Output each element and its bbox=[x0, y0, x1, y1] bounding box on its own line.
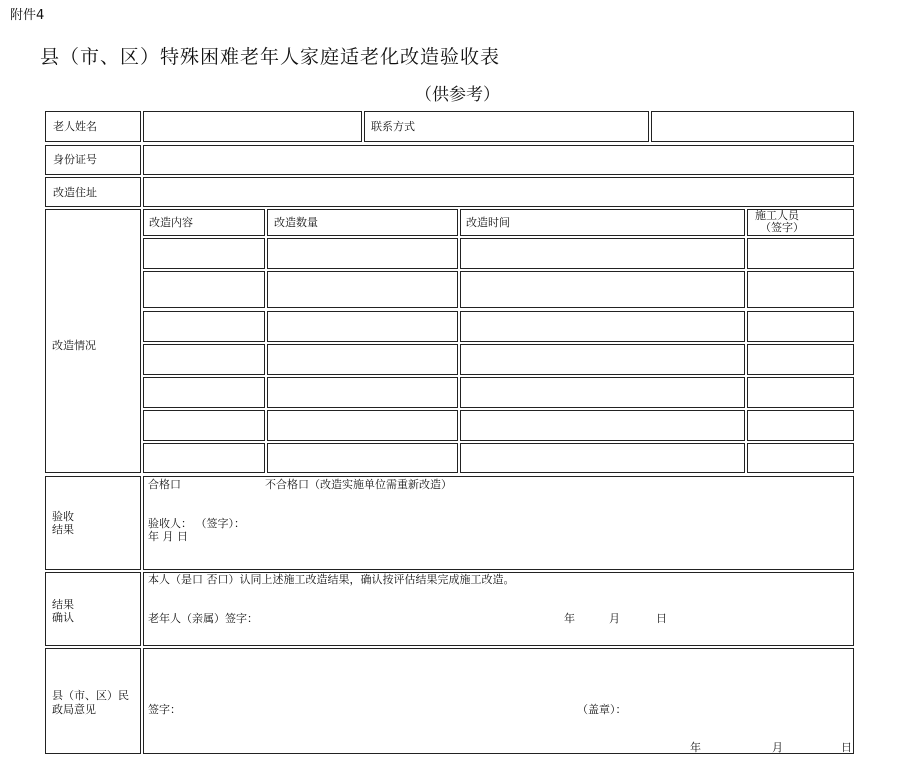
bureau-seal-label: （盖章）： bbox=[577, 703, 627, 716]
renovation-row-6-time-cell[interactable] bbox=[460, 410, 745, 441]
renovation-row-5-quantity-cell[interactable] bbox=[267, 377, 458, 408]
acceptance-label-cell bbox=[45, 476, 141, 570]
address-input-cell[interactable] bbox=[143, 177, 854, 207]
confirmation-day: 日 bbox=[656, 612, 667, 625]
col-content-label: 改造内容 bbox=[149, 216, 193, 229]
bureau-label-cell bbox=[45, 648, 141, 754]
renovation-row-4-quantity-cell[interactable] bbox=[267, 344, 458, 375]
contact-input-cell[interactable] bbox=[651, 111, 854, 142]
renovation-row-1-content-cell[interactable] bbox=[143, 238, 265, 269]
acceptance-content-cell[interactable] bbox=[143, 476, 854, 570]
acceptance-label-2: 结果 bbox=[52, 523, 74, 536]
elder-signature-label: 老年人（亲属）签字： bbox=[148, 612, 258, 625]
renovation-row-1-worker-cell[interactable] bbox=[747, 238, 854, 269]
renovation-row-7-time-cell[interactable] bbox=[460, 443, 745, 473]
bureau-year: 年 bbox=[690, 741, 701, 754]
confirmation-label-1: 结果 bbox=[52, 598, 74, 611]
bureau-label-2: 政局意见 bbox=[52, 703, 96, 716]
name-label: 老人姓名 bbox=[53, 120, 97, 133]
page-title: 县（市、区）特殊困难老年人家庭适老化改造验收表 bbox=[40, 46, 501, 68]
acceptance-label-1: 验收 bbox=[52, 510, 74, 523]
annex-label: 附件4 bbox=[10, 8, 45, 23]
renovation-row-2-quantity-cell[interactable] bbox=[267, 271, 458, 308]
renovation-row-4-content-cell[interactable] bbox=[143, 344, 265, 375]
renovation-row-7-quantity-cell[interactable] bbox=[267, 443, 458, 473]
bureau-day: 日 bbox=[841, 741, 852, 754]
col-content-header bbox=[143, 209, 265, 236]
renovation-row-7-worker-cell[interactable] bbox=[747, 443, 854, 473]
renovation-row-3-worker-cell[interactable] bbox=[747, 311, 854, 342]
id-label-cell bbox=[45, 145, 141, 175]
page-subtitle: （供参考） bbox=[415, 85, 500, 105]
address-label-cell bbox=[45, 177, 141, 207]
renovation-row-7-content-cell[interactable] bbox=[143, 443, 265, 473]
renovation-label-cell bbox=[45, 209, 141, 473]
col-quantity-label: 改造数量 bbox=[274, 216, 318, 229]
address-label: 改造住址 bbox=[53, 186, 97, 199]
confirmation-year: 年 bbox=[564, 612, 575, 625]
col-worker-label-1: 施工人员 bbox=[755, 209, 799, 222]
id-input-cell[interactable] bbox=[143, 145, 854, 175]
renovation-row-3-content-cell[interactable] bbox=[143, 311, 265, 342]
pass-option[interactable]: 合格口 bbox=[148, 478, 181, 491]
col-time-label: 改造时间 bbox=[466, 216, 510, 229]
col-quantity-header bbox=[267, 209, 458, 236]
name-input-cell[interactable] bbox=[143, 111, 362, 142]
id-label: 身份证号 bbox=[53, 153, 97, 166]
renovation-row-5-worker-cell[interactable] bbox=[747, 377, 854, 408]
inspector-signature-label: 验收人： （签字）： bbox=[148, 517, 245, 530]
bureau-label-1: 县（市、区）民 bbox=[52, 689, 129, 702]
col-worker-label-2: （签字） bbox=[760, 221, 804, 234]
confirmation-statement: 本人（是口 否口）认同上述施工改造结果，确认按评估结果完成施工改造。 bbox=[148, 573, 515, 586]
renovation-row-5-time-cell[interactable] bbox=[460, 377, 745, 408]
renovation-row-4-time-cell[interactable] bbox=[460, 344, 745, 375]
contact-label-cell bbox=[364, 111, 649, 142]
renovation-row-4-worker-cell[interactable] bbox=[747, 344, 854, 375]
contact-label: 联系方式 bbox=[371, 120, 415, 133]
renovation-row-2-content-cell[interactable] bbox=[143, 271, 265, 308]
renovation-row-1-time-cell[interactable] bbox=[460, 238, 745, 269]
renovation-row-1-quantity-cell[interactable] bbox=[267, 238, 458, 269]
col-worker-header bbox=[747, 209, 854, 236]
name-label-cell bbox=[45, 111, 141, 142]
renovation-row-3-quantity-cell[interactable] bbox=[267, 311, 458, 342]
acceptance-date-label: 年 月 日 bbox=[148, 530, 188, 543]
confirmation-month: 月 bbox=[609, 612, 620, 625]
renovation-row-5-content-cell[interactable] bbox=[143, 377, 265, 408]
renovation-row-2-time-cell[interactable] bbox=[460, 271, 745, 308]
confirmation-content-cell[interactable] bbox=[143, 572, 854, 646]
renovation-row-3-time-cell[interactable] bbox=[460, 311, 745, 342]
renovation-label: 改造情况 bbox=[52, 339, 96, 352]
renovation-row-6-content-cell[interactable] bbox=[143, 410, 265, 441]
fail-option[interactable]: 不合格口（改造实施单位需重新改造） bbox=[265, 478, 452, 491]
confirmation-label-2: 确认 bbox=[52, 611, 74, 624]
renovation-row-2-worker-cell[interactable] bbox=[747, 271, 854, 308]
renovation-row-6-quantity-cell[interactable] bbox=[267, 410, 458, 441]
col-time-header bbox=[460, 209, 745, 236]
bureau-content-cell[interactable] bbox=[143, 648, 854, 754]
bureau-signature-label: 签字： bbox=[148, 703, 181, 716]
renovation-row-6-worker-cell[interactable] bbox=[747, 410, 854, 441]
confirmation-label-cell bbox=[45, 572, 141, 646]
bureau-month: 月 bbox=[772, 741, 783, 754]
